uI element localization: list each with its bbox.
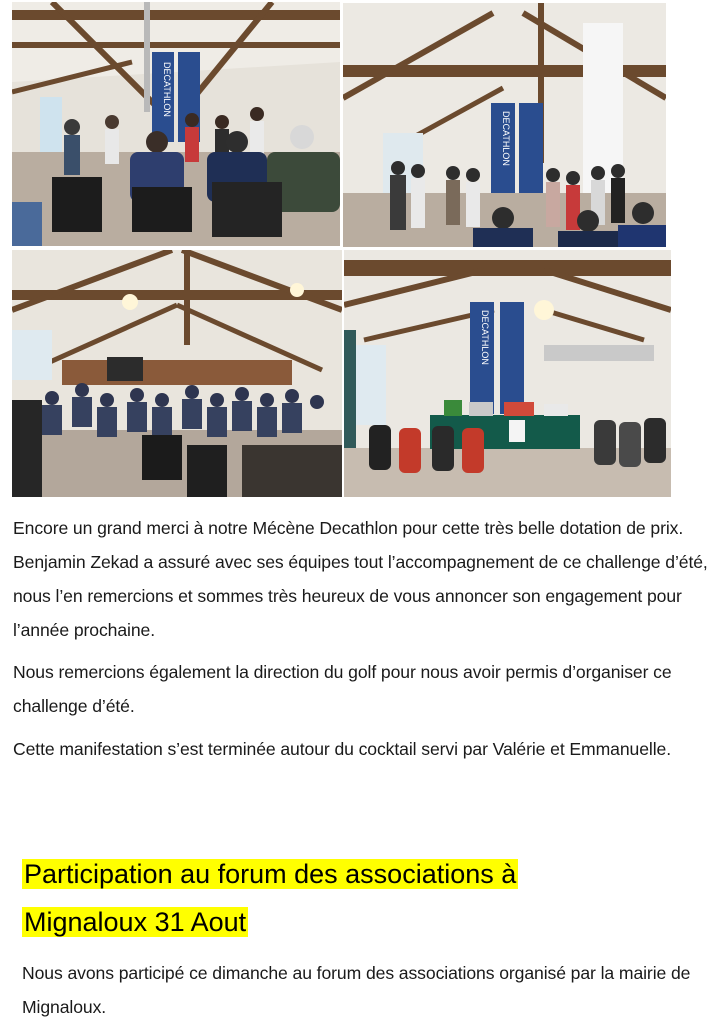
paragraph-thanks-decathlon: Encore un grand merci à notre Mécène Decathlon pour cette très belle dotation de prix. Benjamin Zekad a assuré avec ses équipes tout l’accompagnement de ce challenge d’été, nous l’en remercions et sommes très heureux de vous annoncer son engagement pour l’année prochaine. bbox=[13, 518, 708, 640]
banner-text: DECATHLON bbox=[480, 310, 490, 365]
photo-prize-ceremony-2 bbox=[343, 3, 666, 247]
photo-prize-ceremony-1 bbox=[12, 2, 340, 246]
paragraph-cocktail: Cette manifestation s’est terminée autour du cocktail servi par Valérie et Emmanuelle. bbox=[13, 739, 671, 759]
photo-audience bbox=[12, 250, 342, 497]
banner-text: DECATHLON bbox=[162, 62, 172, 117]
photo-prize-table bbox=[344, 250, 671, 497]
banner-text: DECATHLON bbox=[501, 111, 511, 166]
section-heading-text: Participation au forum des associations à Mignaloux 31 Aout bbox=[24, 859, 517, 937]
section-heading bbox=[22, 850, 622, 946]
paragraph-thanks-golf: Nous remercions également la direction du golf pour nous avoir permis d’organiser ce challenge d’été. bbox=[13, 662, 672, 716]
paragraph-forum: Nous avons participé ce dimanche au forum des associations organisé par la mairie de Mignaloux. bbox=[22, 963, 691, 1017]
